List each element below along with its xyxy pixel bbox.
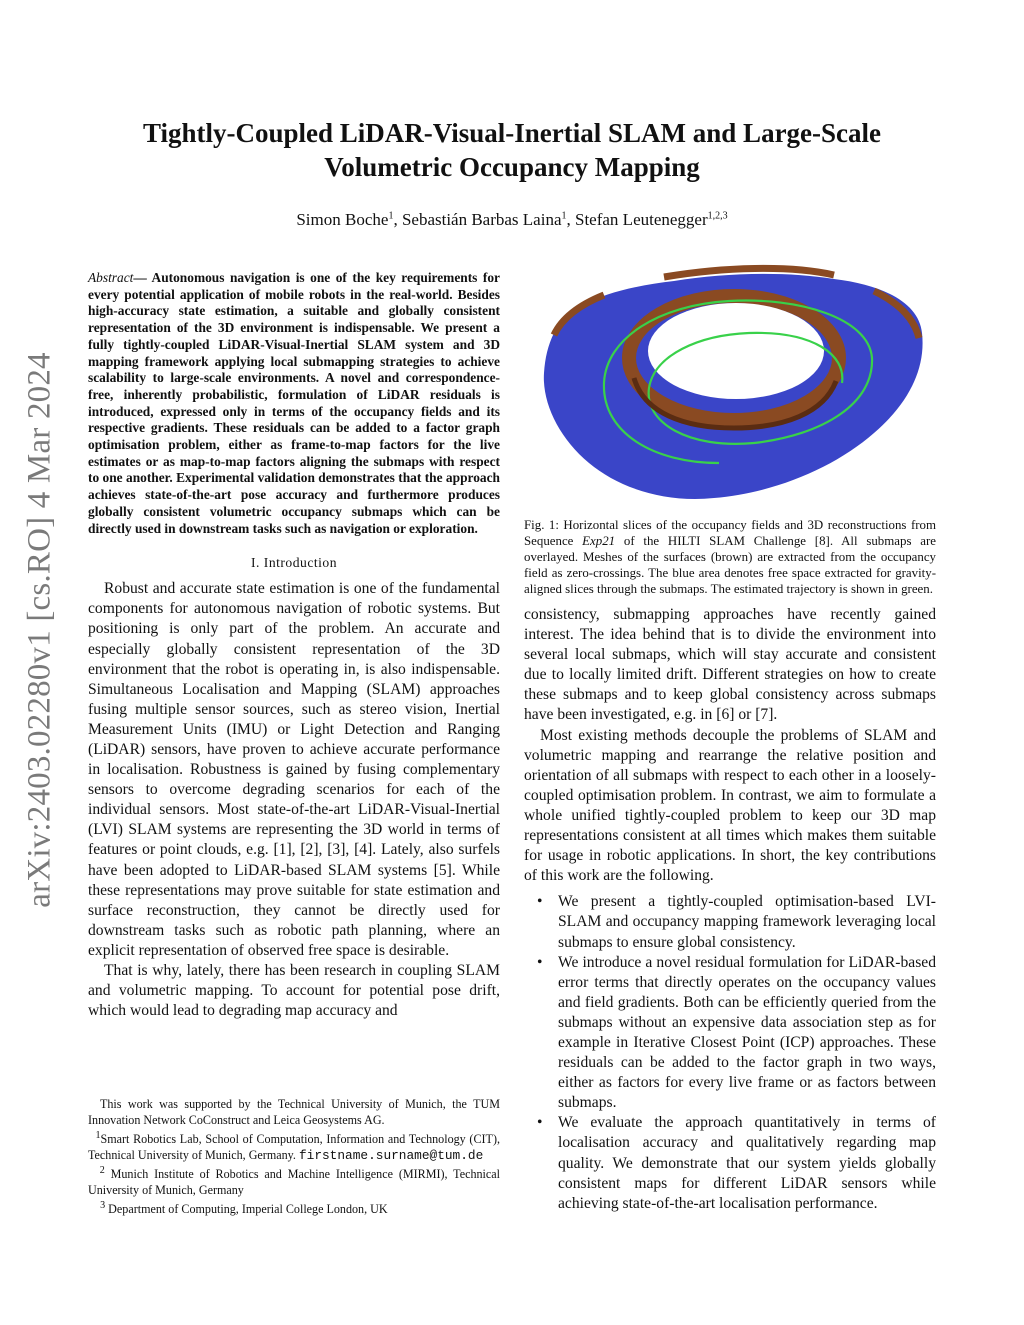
author-affiliation: 1 (388, 210, 394, 222)
list-item: • We present a tightly-coupled optimisation-based LVI-SLAM and occupancy mapping framework leveraging local submaps to ensure global consistency. (537, 893, 936, 951)
funding-footnote: This work was supported by the Technical University of Munich, the TUM Innovation Network CoConstruct and Leica Geosystems AG. (88, 1097, 500, 1127)
affiliation-footnote-3: $^3$ Department of Computing, Imperial College London, UK (100, 1200, 388, 1217)
author-name: Stefan Leutenegger (575, 210, 708, 229)
inner-void (648, 303, 824, 399)
abstract-text: — Autonomous navigation is one of the key requirements for every potential application of mobile robots in the real-world. Besides high-accuracy state estimation, a suitable and globally consistent representation of the 3D environment is indispensable. We present a fully tightly-coupled LiDAR-Visual-Inertial SLAM system and 3D mapping framework applying local submapping strategies to achieve scalability to large-scale environments. A novel and correspondence-free, inherently probabilistic, formulation of LiDAR residuals is introduced, expressed only in terms of the occupancy fields and its respective gradients. These residuals can be added to a factor graph optimisation problem, either as frame-to-map factors for the live estimates or as map-to-map factors aligning the submaps with respect to one another. Experimental validation demonstrates that the approach achieves state-of-the-art pose accuracy and furthermore produces globally consistent volumetric occupancy submaps which can be directly used in downstream tasks such as navigation or exploration. (88, 270, 500, 536)
body-paragraph: Most existing methods decouple the problems of SLAM and volumetric mapping and rearrange the relative position and orientation of all submaps with respect to each other in a loosely-coupled optimisation problem. In contrast, we aim to formulate a whole unified tightly-coupled problem to keep our 3D map representations consistent at all times which makes them suitable for usage in robotic applications. In short, the key contributions of this work are the following. (524, 726, 936, 885)
email-address: firstname.surname@tum.de (298, 1147, 484, 1163)
body-paragraph: consistency, submapping approaches have recently gained interest. The idea behind that is to divide the environment into several local submaps, which will stay accurate and consistent due to locally limited drift. Different strategies on how to create these submaps and to keep global consistency across submaps have been investigated, e.g. in [6] or [7]. (524, 606, 936, 724)
author-list: Simon Boche$^1$, Sebastián Barbas Laina$^1$, Stefan Leutenegger$^{1,2,3}$ (296, 210, 728, 229)
affiliation-footnote-2: $^2$ Munich Institute of Robotics and Machine Intelligence (MIRMI), Technical University of Munich, Germany (88, 1165, 500, 1197)
section-heading: I. Introduction (250, 555, 338, 571)
abstract-label: Abstract (88, 270, 134, 285)
author-name: Sebastián Barbas Laina (401, 210, 562, 229)
body-paragraph: That is why, lately, there has been research in coupling SLAM and volumetric mapping. To account for potential pose drift, which would lead to degrading map accuracy and (88, 962, 500, 1020)
author-affiliation: 1 (561, 210, 567, 222)
author-affiliation: 1,2,3 (707, 210, 728, 222)
abstract (88, 270, 500, 537)
list-item: • We introduce a novel residual formulation for LiDAR-based error terms that directly operates on the occupancy values and field gradients. Both can be efficiently queried from the submaps without an expensive data association step as for example in Iterative Closest Point (ICP) approaches. These residuals can be added to the factor graph in two ways, either as factors for every live frame or as factors between submaps. (537, 953, 936, 1112)
left-column (88, 270, 500, 1021)
author-name: Simon Boche (296, 210, 389, 229)
contributions-list (524, 892, 936, 1214)
right-column (524, 263, 936, 1214)
figure-caption: Fig. 1: Horizontal slices of the occupancy fields and 3D reconstructions from Sequence Exp21 of the HILTI SLAM Challenge [8]. All submaps are overlayed. Meshes of the surfaces (brown) are extracted from the occupancy field as zero-crossings. The blue area denotes free space extracted for gravity-aligned slices through the submaps. The estimated trajectory is shown in green. (524, 518, 936, 596)
arxiv-sidebar (18, 320, 62, 940)
list-item: • We evaluate the approach quantitatively in terms of localisation accuracy and qualitatively regarding map quality. We demonstrate that our system yields globally consistent maps for different LiDAR sensors while achieving state-of-the-art localisation performance. (537, 1114, 936, 1212)
figure-occupancy-map (524, 263, 936, 513)
footnotes (88, 1097, 500, 1218)
paper-title: Tightly-Coupled LiDAR-Visual-Inertial SLAM and Large-Scale Volumetric Occupancy Mapping (142, 118, 882, 182)
affiliation-footnote-1: $^1$Smart Robotics Lab, School of Computation, Information and Technology (CIT), Technical University of Munich, Germany. firstname.surname@tum.de (88, 1130, 500, 1163)
arxiv-identifier: arXiv:2403.02280v1 [cs.RO] 4 Mar 2024 (21, 352, 58, 908)
body-paragraph: Robust and accurate state estimation is one of the fundamental components for autonomous navigation of robotic systems. But positioning is only part of the problem. An accurate and especially globally consistent representation of the 3D environment that the robot is operating in, is also indispensable. Simultaneous Localisation and Mapping (SLAM) approaches fusing multiple sensor sources, such as stereo vision, Inertial Measurement Units (IMU) or Light Detection and Ranging (LiDAR) sensors, have proven to achieve accurate performance in localisation. Robustness is gained by fusing complementary sensors to overcome degrading scenarios for each of the individual sensors. Most state-of-the-art LiDAR-Visual-Inertial (LVI) SLAM systems are representing the 3D world in terms of features or point clouds, e.g. [1], [2], [3], [4]. Lately, also surfels have been adopted to LiDAR-based SLAM systems [5]. While these representations may prove suitable for state estimation and surface reconstruction, they cannot be directly used for downstream tasks such as robotic path planning, where an explicit representation of observed free space is desirable. (88, 580, 500, 959)
